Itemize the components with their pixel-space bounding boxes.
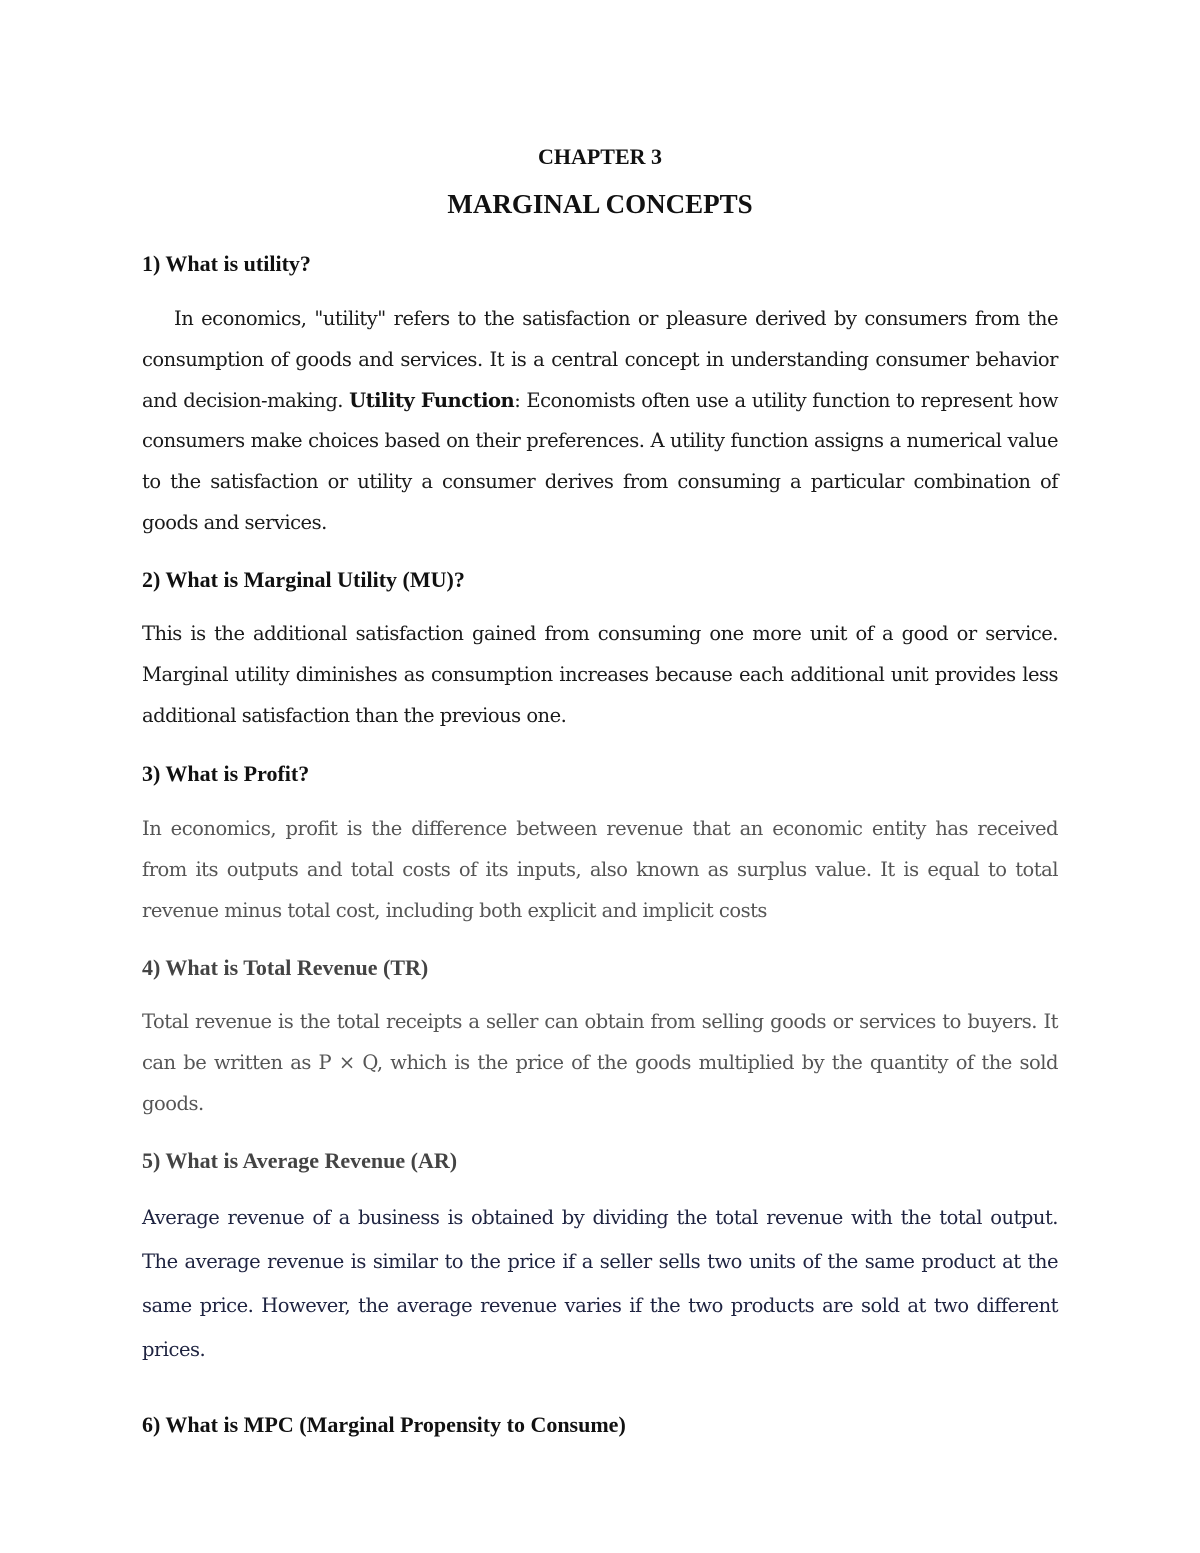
section-body-average-revenue: Average revenue of a business is obtained by dividing the total revenue with the total output. The average revenue is similar to the price if a seller sells two units of the same product at the same price. However, the average revenue varies if the two products are sold at two different prices. [142,1206,1058,1361]
section-body-utility [142,299,1058,544]
section-heading-profit: 3) What is Profit? [142,761,310,786]
section-heading-utility: 1) What is utility? [142,251,311,276]
utility-body-part1: In economics, "utility" refers to the satisfaction or pleasure derived by consumers from the consumption of goods and services. It is a central concept in understanding consumer behavior and decision-making. [142,307,1058,412]
section-body-total-revenue: Total revenue is the total receipts a seller can obtain from selling goods or services to buyers. It can be written as P × Q, which is the price of the goods multiplied by the quantity of the sold goods. [142,1010,1058,1115]
utility-function-term: Utility Function [349,388,515,412]
page-title: MARGINAL CONCEPTS [447,189,753,219]
section-heading-marginal-utility: 2) What is Marginal Utility (MU)? [142,567,465,592]
section-body-profit: In economics, profit is the difference between revenue that an economic entity has received from its outputs and total costs of its inputs, also known as surplus value. It is equal to total revenue minus total cost, including both explicit and implicit costs [142,817,1058,922]
section-heading-mpc: 6) What is MPC (Marginal Propensity to Consume) [142,1412,626,1437]
chapter-label: CHAPTER 3 [537,144,663,169]
section-body-marginal-utility: This is the additional satisfaction gained from consuming one more unit of a good or service. Marginal utility diminishes as consumption increases because each additional unit provides less additional satisfaction than the previous one. [142,622,1058,727]
section-heading-total-revenue: 4) What is Total Revenue (TR) [142,955,429,980]
section-heading-average-revenue: 5) What is Average Revenue (AR) [142,1148,458,1173]
utility-body-part2: : Economists often use a utility function to represent how consumers make choices based on their preferences. A utility function assigns a numerical value to the satisfaction or utility a consumer derives from consuming a particular combination of goods and services. [142,388,1058,534]
